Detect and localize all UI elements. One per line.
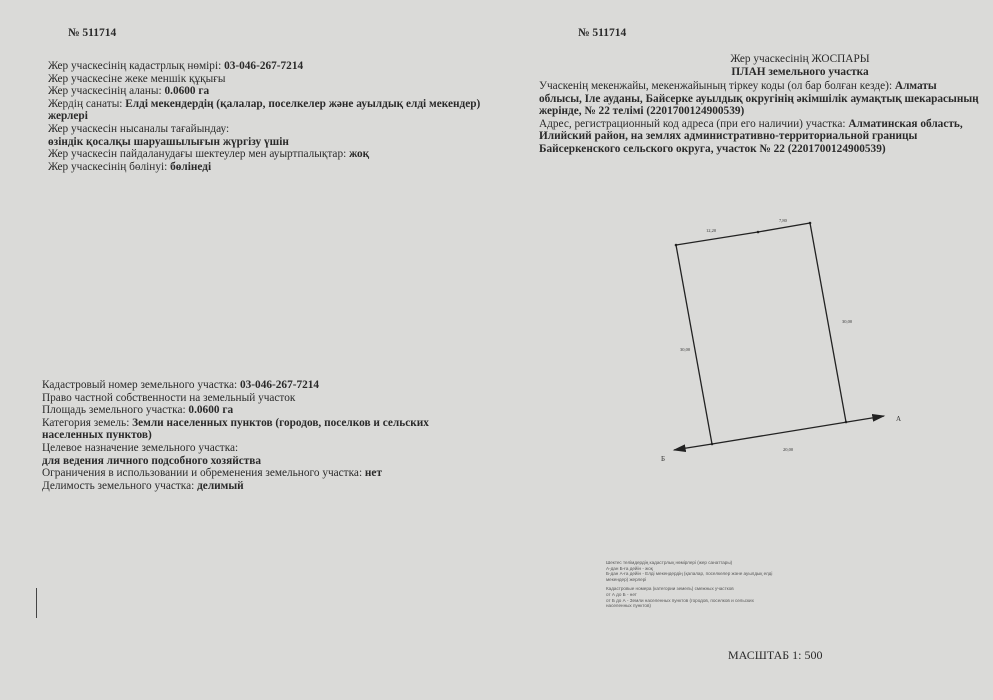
document-number-right: № 511714 — [578, 27, 627, 39]
area-kz: Жер учаскесінің аланы: 0.0600 га — [48, 85, 210, 98]
divisibility-ru: Делимость земельного участка: делимый — [42, 479, 244, 492]
address-kz: Учаскенің мекенжайы, мекенжайының тіркеу коды (ол бар болған кезде): Алматы облысы, Іле ауданы, Байсерке ауылдық округінің әкімшілік аумақтық шекарасының жерінде, № 22 телімі (2201700124900539) — [539, 80, 979, 118]
ownership-right-kz: Жер учаскесіне жеке меншік құқығы — [48, 72, 226, 85]
vertex-point — [809, 222, 812, 225]
cadastral-number-ru: Кадастровый номер земельного участка: 03-046-267-7214 — [42, 379, 320, 391]
dimension-left: 30,00 — [680, 347, 691, 352]
purpose-label-ru: Целевое назначение земельного участка: — [42, 441, 239, 454]
adjacent-plots-legend — [606, 560, 776, 609]
legend-line: Шектес телімдердің кадастрлық нөмірлері (жер санаттары) — [606, 560, 733, 565]
vertex-point — [711, 443, 714, 446]
legend-line: Б-дан А-ға дейін - Елді мекендердің (қалалар, поселкелер және ауылдық елді мекендер) жерлері — [606, 571, 773, 582]
plan-title-kz: Жер учаскесінің ЖОСПАРЫ — [730, 53, 870, 65]
purpose-label-kz: Жер учаскесін нысаналы тағайындау: — [48, 122, 230, 135]
dimension-top-left: 12,20 — [706, 228, 717, 233]
category-kz: Жердің санаты: Елді мекендердің (қалалар, поселкелер және ауылдық елді мекендер) жерлері — [48, 97, 481, 123]
point-b-label: Б — [661, 455, 666, 463]
legend-line: от А до Б - нет — [606, 591, 637, 597]
ownership-right-ru: Право частной собственности на земельный участок — [42, 391, 296, 404]
cadastral-number-kz: Жер учаскесінің кадастрлық нөмірі: 03-046-267-7214 — [48, 60, 304, 72]
vertex-point — [675, 244, 678, 247]
dimension-right: 30,00 — [842, 319, 853, 324]
dimension-bottom: 20,00 — [783, 447, 794, 452]
arrow-to-a — [712, 416, 884, 444]
area-ru: Площадь земельного участка: 0.0600 га — [42, 404, 234, 417]
vertex-point — [845, 421, 848, 424]
scale-label: МАСШТАБ 1: 500 — [728, 648, 823, 662]
legend-line: А-дан Б-ға дейін - жоқ — [606, 565, 653, 571]
point-a-label: А — [896, 415, 902, 423]
plot-boundary — [676, 223, 846, 444]
restrictions-kz: Жер учаскесін пайдаланудағы шектеулер мен ауыртпалықтар: жоқ — [48, 148, 370, 161]
divisibility-kz: Жер учаскесінің бөлінуі: бөлінеді — [48, 160, 212, 173]
plan-title-ru: ПЛАН земельного участка — [731, 65, 869, 78]
legend-line: от Б до А - Земли населенных пунктов (городов, поселков и сельских населенных пунктов) — [606, 597, 754, 609]
restrictions-ru: Ограничения в использовании и обременения земельного участка: нет — [42, 467, 382, 480]
vertex-point — [757, 231, 760, 234]
document-number-left: № 511714 — [68, 27, 117, 39]
purpose-value-kz: өзіндік қосалқы шаруашылығын жүргізу үшін — [48, 135, 289, 148]
address-ru: Адрес, регистрационный код адреса (при его наличии) участка: Алматинская область, Илийский район, на землях административно-территориальной границы Байсеркенского сельского округа, участок № 22 (2201700124900539) — [539, 117, 963, 155]
category-ru: Категория земель: Земли населенных пунктов (городов, поселков и сельских населенных пунктов) — [42, 416, 429, 442]
purpose-value-ru: для ведения личного подсобного хозяйства — [42, 454, 262, 467]
legend-line: Кадастровые номера (категории земель) смежных участков — [606, 586, 734, 592]
dimension-top-right: 7,80 — [779, 218, 787, 223]
arrow-to-b — [674, 444, 712, 450]
